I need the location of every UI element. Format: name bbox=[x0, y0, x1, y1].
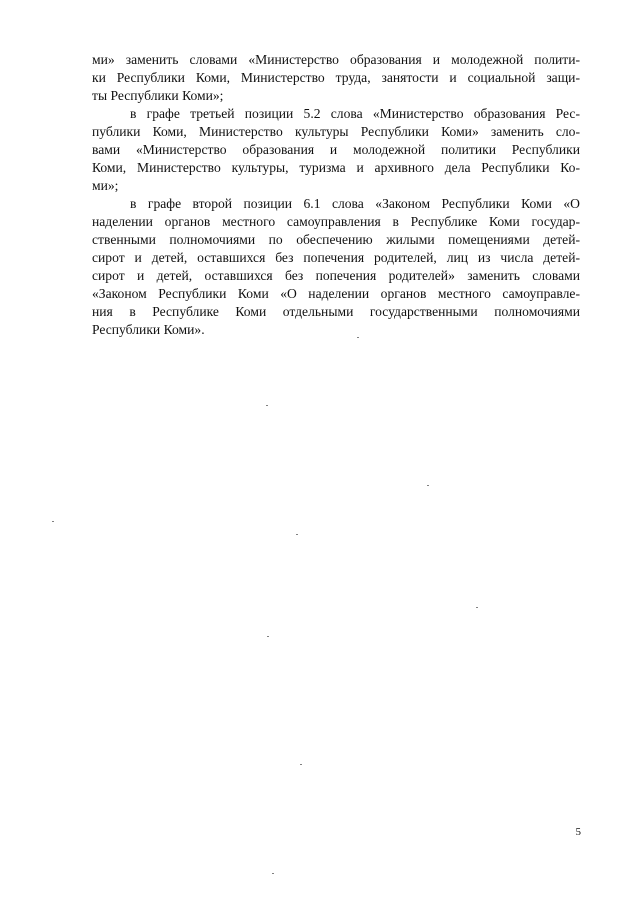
text-line: ми»; bbox=[92, 178, 119, 193]
scan-speck bbox=[476, 607, 478, 608]
text-line: наделении органов местного самоуправления в Республике Коми государ- bbox=[92, 214, 580, 229]
text-line: в графе второй позиции 6.1 слова «Законом Республики Коми «О bbox=[130, 196, 580, 211]
text-line: ния в Республике Коми отдельными государственными полномочиями bbox=[92, 304, 580, 319]
page-number: 5 bbox=[575, 826, 581, 838]
scan-speck bbox=[300, 764, 302, 765]
text-line: Коми, Министерство культуры, туризма и архивного дела Республики Ко- bbox=[92, 160, 580, 175]
paragraph-position-6-1 bbox=[92, 195, 580, 339]
text-line: Республики Коми». bbox=[92, 322, 205, 337]
scan-speck bbox=[267, 636, 269, 637]
scan-speck bbox=[296, 534, 298, 535]
text-line: ты Республики Коми»; bbox=[92, 88, 224, 103]
text-line: сирот и детей, оставшихся без попечения родителей» заменить словами bbox=[92, 268, 580, 283]
text-line: вами «Министерство образования и молодежной политики Республики bbox=[92, 142, 580, 157]
text-line: ки Республики Коми, Министерство труда, занятости и социальной защи- bbox=[92, 70, 580, 85]
scan-speck bbox=[272, 873, 274, 874]
scan-speck bbox=[266, 405, 268, 406]
paragraph-position-5-2 bbox=[92, 105, 580, 195]
text-line: ственными полномочиями по обеспечению жилыми помещениями детей- bbox=[92, 232, 580, 247]
text-line: публики Коми, Министерство культуры Республики Коми» заменить сло- bbox=[92, 124, 580, 139]
text-line: сирот и детей, оставшихся без попечения родителей, лиц из числа детей- bbox=[92, 250, 580, 265]
text-line: «Законом Республики Коми «О наделении органов местного самоуправле- bbox=[92, 286, 580, 301]
document-body bbox=[92, 51, 580, 339]
scan-speck bbox=[427, 485, 429, 486]
paragraph-continuation bbox=[92, 51, 580, 105]
text-line: ми» заменить словами «Министерство образования и молодежной полити- bbox=[92, 52, 580, 67]
scan-speck bbox=[357, 337, 359, 338]
text-line: в графе третьей позиции 5.2 слова «Министерство образования Рес- bbox=[130, 106, 580, 121]
scan-speck bbox=[52, 521, 54, 522]
